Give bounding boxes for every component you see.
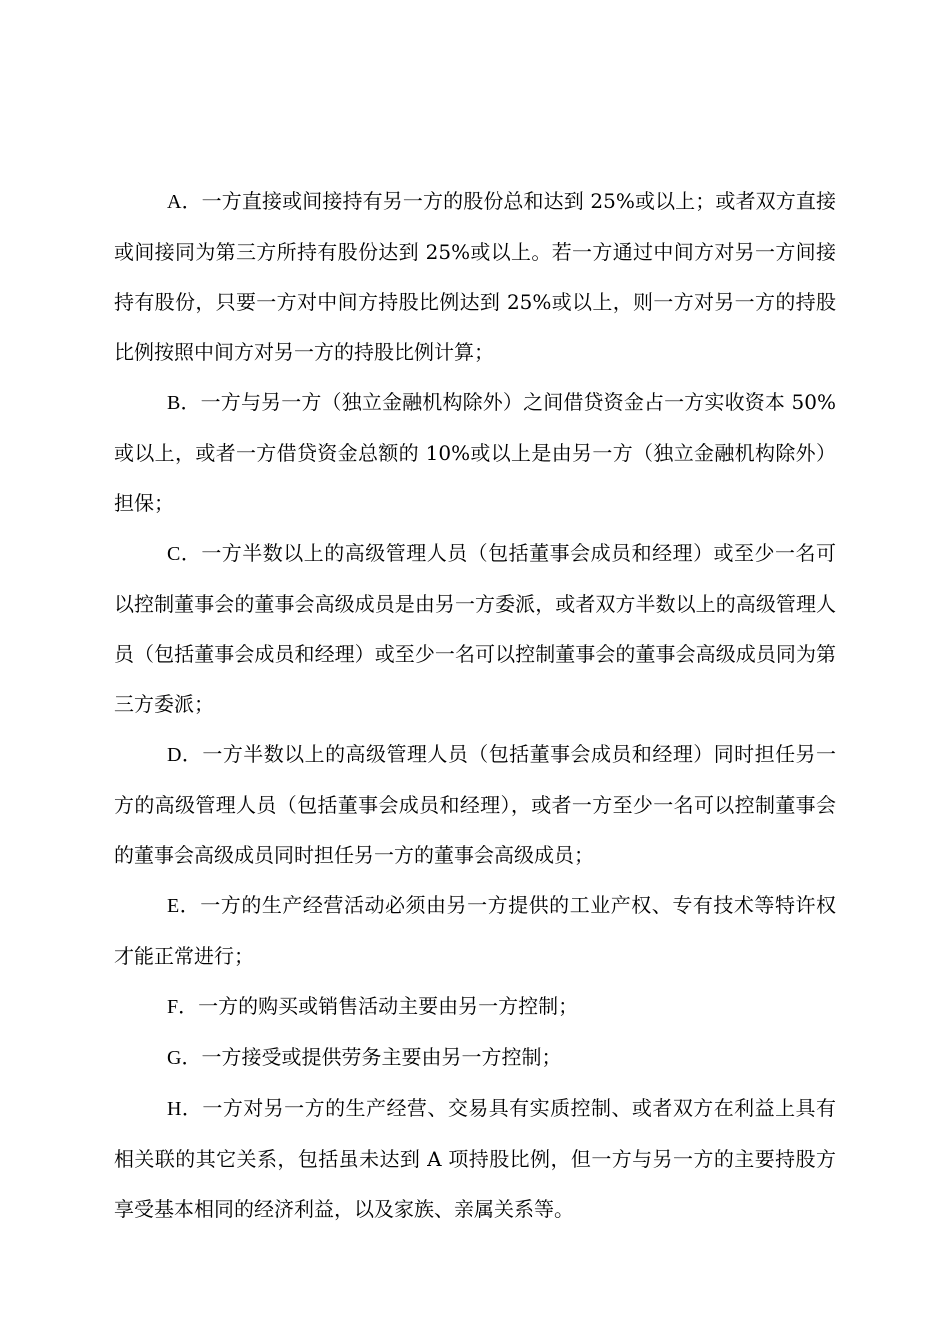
- clause-a: [114, 176, 836, 377]
- clause-text: ．一方半数以上的高级管理人员（包括董事会成员和经理）或至少一名可以控制董事会的董事会高级成员是由另一方委派，或者双方半数以上的高级管理人员（包括董事会成员和经理）或至少一名可以控制董事会的董事会高级成员同为第三方委派；: [114, 541, 836, 716]
- clause-c: [114, 528, 836, 729]
- clause-label: F: [167, 996, 179, 1018]
- clause-label: C: [167, 543, 181, 565]
- clause-d: [114, 729, 836, 880]
- clause-g: [114, 1032, 836, 1083]
- clause-h: [114, 1083, 836, 1234]
- clause-label: E: [167, 895, 180, 917]
- clause-b: [114, 377, 836, 528]
- clause-text: ．一方的购买或销售活动主要由另一方控制；: [178, 994, 579, 1018]
- document-body: [114, 176, 836, 1234]
- clause-f: [114, 981, 836, 1032]
- clause-text: ．一方与另一方（独立金融机构除外）之间借贷资金占一方实收资本 50%或以上，或者一方借贷资金总额的 10%或以上是由另一方（独立金融机构除外）担保；: [114, 390, 836, 515]
- clause-text: ．一方的生产经营活动必须由另一方提供的工业产权、专有技术等特许权才能正常进行；: [114, 893, 836, 968]
- clause-text: ．一方直接或间接持有另一方的股份总和达到 25%或以上；或者双方直接或间接同为第三方所持有股份达到 25%或以上。若一方通过中间方对另一方间接持有股份，只要一方对中间方持股比例达到 25%或以上，则一方对另一方的持股比例按照中间方对另一方的持股比例计算；: [114, 189, 836, 364]
- clause-label: G: [167, 1047, 182, 1069]
- clause-label: A: [167, 191, 182, 213]
- clause-label: B: [167, 392, 181, 414]
- clause-e: [114, 880, 836, 981]
- clause-text: ．一方对另一方的生产经营、交易具有实质控制、或者双方在利益上具有相关联的其它关系，包括虽未达到 A 项持股比例，但一方与另一方的主要持股方享受基本相同的经济利益，以及家族、亲属关系等。: [114, 1096, 836, 1221]
- clause-label: D: [167, 744, 182, 766]
- clause-label: H: [167, 1098, 182, 1120]
- clause-text: ．一方半数以上的高级管理人员（包括董事会成员和经理）同时担任另一方的高级管理人员（包括董事会成员和经理），或者一方至少一名可以控制董事会的董事会高级成员同时担任另一方的董事会高级成员；: [114, 742, 836, 867]
- clause-text: ．一方接受或提供劳务主要由另一方控制；: [181, 1045, 562, 1069]
